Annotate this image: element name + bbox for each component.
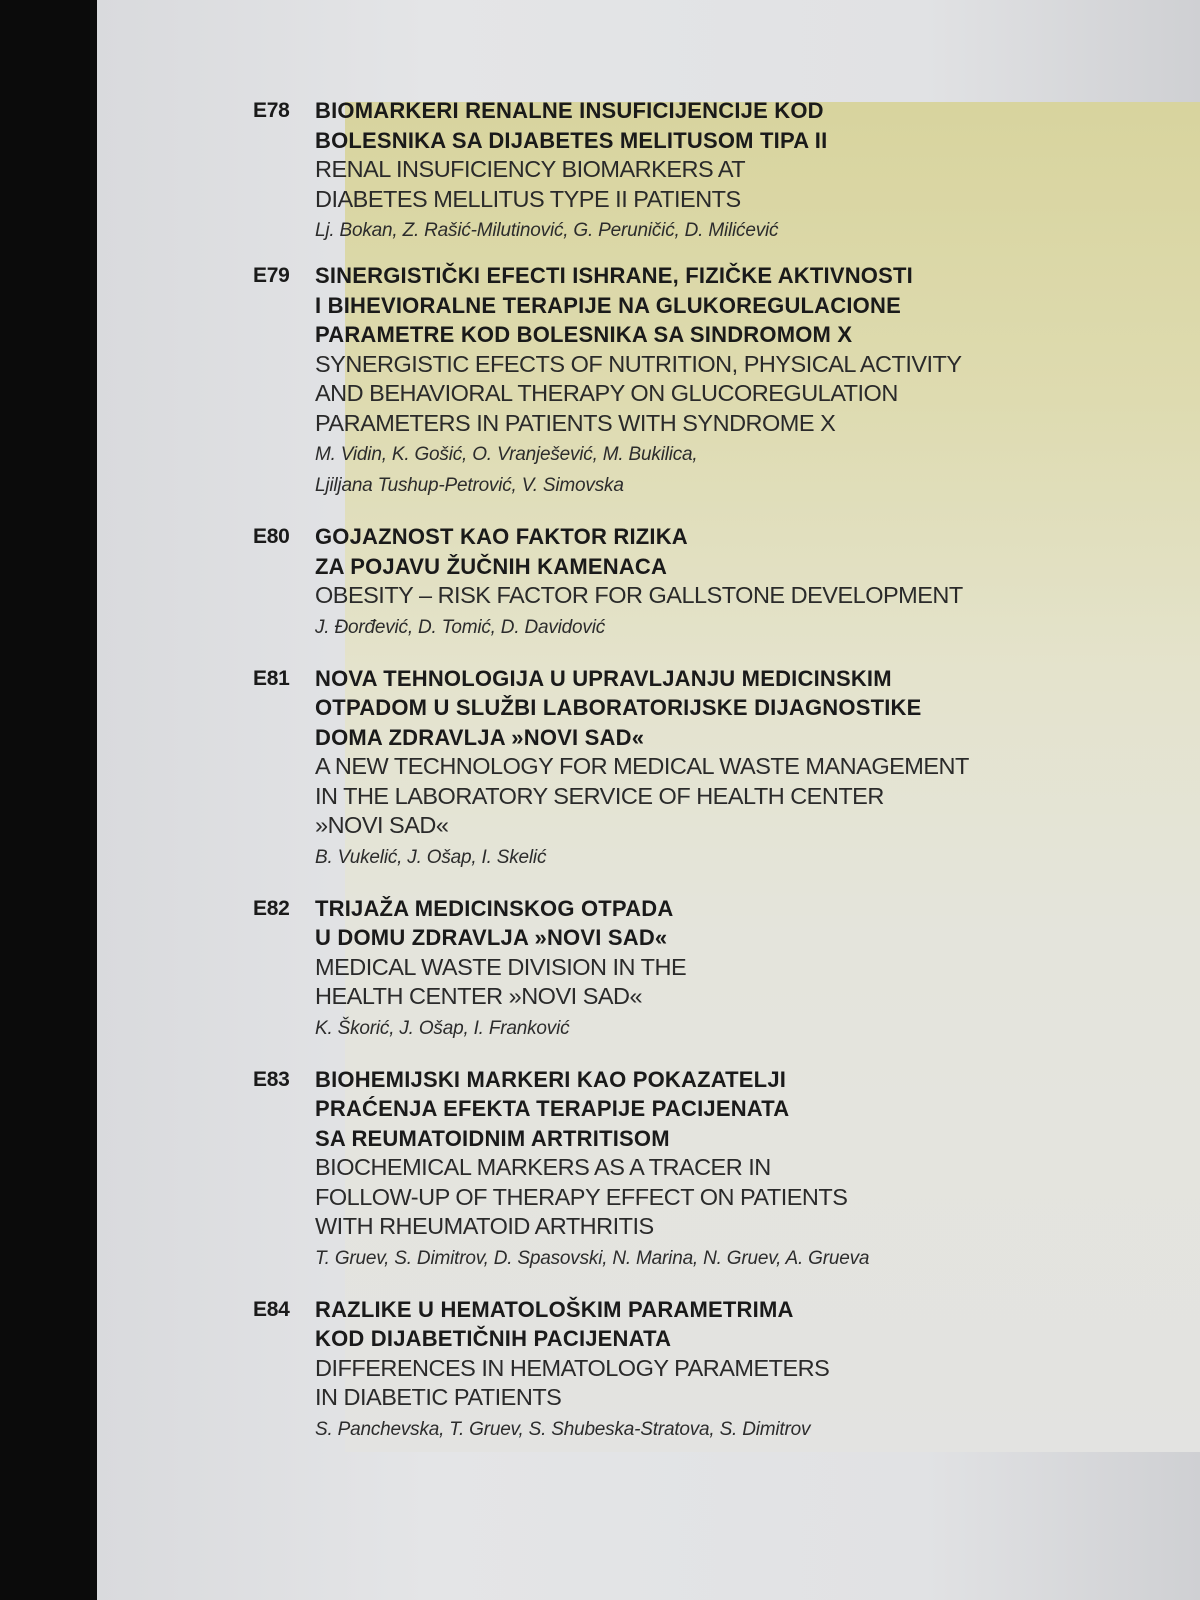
title-serbian-line: SINERGISTIČKI EFECTI ISHRANE, FIZIČKE AKTIVNOSTI	[315, 263, 913, 288]
abstract-body	[315, 522, 1103, 642]
title-english-line: PARAMETERS IN PATIENTS WITH SYNDROME X	[315, 409, 836, 436]
title-english-line: HEALTH CENTER »NOVI SAD«	[315, 983, 643, 1009]
title-english-line: SYNERGISTIC EFECTS OF NUTRITION, PHYSICAL ACTIVITY	[315, 350, 962, 377]
title-serbian-line: SA REUMATOIDNIM ARTRITISOM	[315, 1125, 670, 1151]
title-serbian-line: NOVA TEHNOLOGIJA U UPRAVLJANJU MEDICINSKIM	[315, 665, 892, 691]
title-serbian-line: OTPADOM U SLUŽBI LABORATORIJSKE DIJAGNOSTIKE	[315, 695, 922, 720]
authors-line: B. Vukelić, J. Ošap, I. Skelić	[315, 846, 547, 868]
abstract-body	[315, 261, 1103, 500]
abstract-code: E81	[253, 666, 290, 690]
authors-line: M. Vidin, K. Gošić, O. Vranješević, M. Bukilica,	[315, 444, 698, 465]
abstract-entry	[253, 894, 1103, 1043]
title-english-line: DIFFERENCES IN HEMATOLOGY PARAMETERS	[315, 1354, 830, 1381]
title-serbian-line: I BIHEVIORALNE TERAPIJE NA GLUKOREGULACIONE	[315, 292, 901, 318]
abstract-entry	[253, 522, 1103, 642]
authors-line: Lj. Bokan, Z. Rašić-Milutinović, G. Peruničić, D. Milićević	[315, 220, 779, 241]
authors-line: Ljiljana Tushup-Petrović, V. Simovska	[315, 475, 624, 496]
abstract-body	[315, 664, 1103, 872]
title-english-line: MEDICAL WASTE DIVISION IN THE	[315, 953, 687, 980]
authors-line: K. Škorić, J. Ošap, I. Franković	[315, 1017, 570, 1039]
abstract-code: E83	[253, 1067, 290, 1091]
title-serbian-line: ZA POJAVU ŽUČNIH KAMENACA	[315, 553, 668, 579]
authors-line: T. Gruev, S. Dimitrov, D. Spasovski, N. Marina, N. Gruev, A. Grueva	[315, 1247, 870, 1269]
title-serbian-line: RAZLIKE U HEMATOLOŠKIM PARAMETRIMA	[315, 1296, 794, 1322]
abstract-code: E80	[253, 525, 290, 548]
title-english-line: IN THE LABORATORY SERVICE OF HEALTH CENTER	[315, 782, 884, 809]
title-english-line: A NEW TECHNOLOGY FOR MEDICAL WASTE MANAGEMENT	[315, 753, 969, 779]
title-english-line: RENAL INSUFICIENCY BIOMARKERS AT	[315, 156, 746, 182]
title-english-line: »NOVI SAD«	[315, 812, 449, 838]
title-english-line: AND BEHAVIORAL THERAPY ON GLUCOREGULATION	[315, 380, 898, 406]
abstract-code: E79	[253, 264, 290, 287]
title-english-line: BIOCHEMICAL MARKERS AS A TRACER IN	[315, 1154, 771, 1180]
abstract-code: E82	[253, 896, 290, 920]
title-serbian-line: PARAMETRE KOD BOLESNIKA SA SINDROMOM X	[315, 322, 853, 347]
abstract-entry	[253, 1295, 1103, 1444]
title-serbian-line: TRIJAŽA MEDICINSKOG OTPADA	[315, 895, 674, 921]
title-serbian-line: BIOHEMIJSKI MARKERI KAO POKAZATELJI	[315, 1066, 787, 1092]
authors-line: S. Panchevska, T. Gruev, S. Shubeska-Stratova, S. Dimitrov	[315, 1418, 811, 1440]
abstract-entry	[253, 96, 1103, 245]
abstract-body	[315, 96, 1103, 245]
title-english-line: DIABETES MELLITUS TYPE II PATIENTS	[315, 185, 741, 212]
title-english-line: IN DIABETIC PATIENTS	[315, 1384, 562, 1410]
title-english-line: FOLLOW-UP OF THERAPY EFFECT ON PATIENTS	[315, 1183, 848, 1210]
abstract-entry	[253, 664, 1103, 872]
abstract-body	[315, 1295, 1103, 1444]
abstract-entry	[253, 261, 1103, 500]
title-serbian-line: PRAĆENJA EFEKTA TERAPIJE PACIJENATA	[315, 1096, 790, 1121]
title-serbian-line: GOJAZNOST KAO FAKTOR RIZIKA	[315, 524, 688, 549]
abstract-list	[253, 96, 1103, 1444]
abstract-code: E84	[253, 1297, 290, 1321]
abstract-entry	[253, 1065, 1103, 1273]
abstract-body	[315, 894, 1103, 1043]
title-serbian-line: BOLESNIKA SA DIJABETES MELITUSOM TIPA II	[315, 127, 828, 153]
title-serbian-line: U DOMU ZDRAVLJA »NOVI SAD«	[315, 925, 668, 950]
title-serbian-line: DOMA ZDRAVLJA »NOVI SAD«	[315, 724, 645, 750]
authors-line: J. Đorđević, D. Tomić, D. Davidović	[315, 616, 606, 638]
title-english-line: OBESITY – RISK FACTOR FOR GALLSTONE DEVELOPMENT	[315, 582, 963, 608]
title-english-line: WITH RHEUMATOID ARTHRITIS	[315, 1213, 654, 1239]
title-serbian-line: KOD DIJABETIČNIH PACIJENATA	[315, 1326, 672, 1351]
abstract-body	[315, 1065, 1103, 1273]
title-serbian-line: BIOMARKERI RENALNE INSUFICIJENCIJE KOD	[315, 98, 824, 123]
abstract-code: E78	[253, 99, 290, 122]
